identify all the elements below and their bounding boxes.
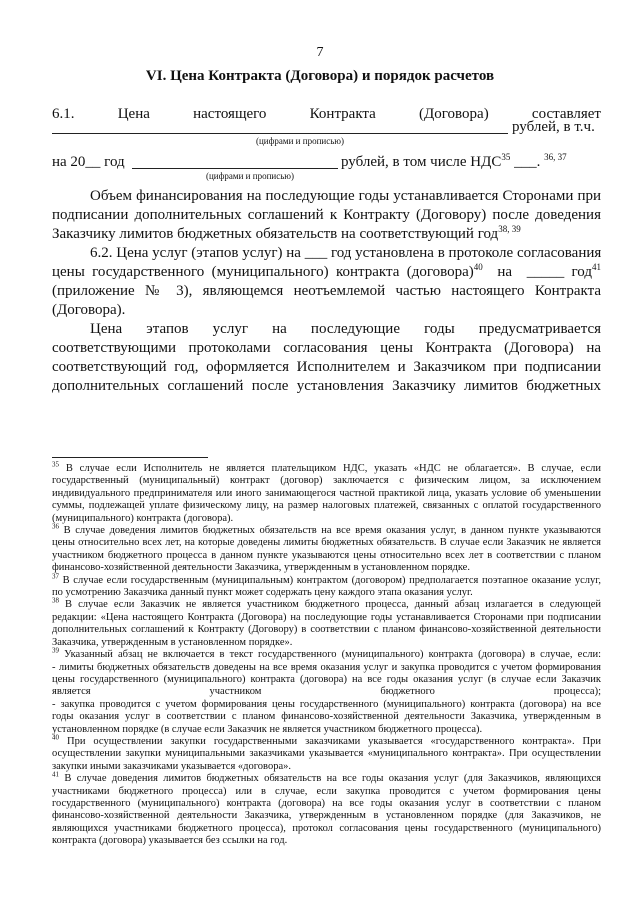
footnote-number: 41 bbox=[52, 770, 59, 779]
footnote-line: цены относительно всех лет, на которые доведены лимиты бюджетных обязательств. В случае если Заказчик не является bbox=[52, 537, 601, 549]
clause-6-1-word: (Договора) bbox=[419, 106, 489, 122]
section-title: VI. Цена Контракта (Договора) и порядок расчетов bbox=[145, 68, 495, 84]
footnote-number: 40 bbox=[52, 733, 59, 742]
footnote-line: Заказчика, утвержденным в установленном порядке». bbox=[52, 636, 293, 648]
footnote-number: 35 bbox=[52, 460, 59, 469]
footnote-line: участниками бюджетного процесса) или в случае, если закупка проводится с учетом формирования цены bbox=[52, 785, 601, 797]
footnote-37 bbox=[52, 572, 601, 600]
footnote-number: 36 bbox=[52, 522, 59, 531]
footnote-39 bbox=[52, 646, 601, 736]
footnote-line: - закупка проводится с учетом формирования цены государственного (муниципального) контракта (договора) на все bbox=[52, 698, 601, 710]
footnote-line: закупки иными заказчиками указывается «договора». bbox=[52, 760, 291, 772]
footnote-40 bbox=[52, 733, 601, 773]
clause-6-1-word: Контракта bbox=[309, 106, 376, 122]
footnote-35 bbox=[52, 460, 602, 525]
footnote-line: цены государственного (муниципального) контракта (договора) на все годы оказания услуг (в случае если Заказчик bbox=[52, 673, 601, 685]
footnote-line: дополнительных соглашений к Контракту (Договору) в соответствии с планом финансово-хозяйственной деятельности bbox=[52, 624, 601, 636]
footnote-line: финансово-хозяйственной деятельности Заказчика, утвержденным в установленном порядке. bbox=[52, 562, 470, 574]
footnote-line: являющихся участниками бюджетного процесса), протокол согласования цены государственного (муниципального) bbox=[52, 822, 601, 834]
footnote-number: 37 bbox=[52, 572, 59, 581]
year-label: на 20__ год bbox=[52, 154, 125, 170]
clause-6-2: 6.2. Цена услуг (этапов услуг) на ___ год установлена в протоколе согласования цены государственного (муниципального) контракта (договора)$^{40}$ на _____ год$^{41}$ (приложение № 3), являющемся неотъемлемой частью настоящего Контракта (Договора). bbox=[52, 245, 602, 318]
page-number: 7 bbox=[316, 45, 324, 60]
footnote-line: В случае доведения лимитов бюджетных обязательств на все годы оказания услуг (для Заказчиков, являющихся bbox=[64, 773, 601, 785]
footnote-line: контракта (договора) указывается без ссылки на год. bbox=[52, 835, 288, 847]
clause-6-1-rub: рублей, в т.ч. bbox=[512, 119, 595, 135]
footnote-line: является участником бюджетного процесса); bbox=[52, 686, 601, 698]
footnote-41 bbox=[52, 770, 601, 847]
footnote-number: 39 bbox=[52, 646, 59, 655]
footnote-line: финансово-хозяйственной деятельности Заказчика, утвержденным в установленном порядке (для Заказчиков, не bbox=[52, 810, 601, 822]
caption-digits-words-2: (цифрами и прописью) bbox=[205, 171, 295, 181]
vat-label: рублей, в том числе НДС$^{35}$ ___. $^{36, 37}$ bbox=[341, 152, 567, 170]
paragraph-stages: Цена этапов услуг на последующие годы предусматривается соответствующими протоколами согласования цены Контракта (Договора) на соответствующий год, оформляется Исполнителем и Заказчиком при подписании дополнительных соглашений после установления Заказчику лимитов бюджетных bbox=[52, 321, 601, 394]
footnote-line: государственного (муниципального) контракта (договора) на все годы оказания услуг в соответствии с планом bbox=[52, 797, 601, 809]
footnote-38 bbox=[52, 596, 601, 649]
paragraph-financing: Объем финансирования на последующие годы устанавливается Сторонами при подписании дополнительных соглашений к Контракту (Договору) после доведения Заказчику лимитов бюджетных обязательств на соответствующий год$^{38, 39}$ bbox=[52, 188, 601, 242]
footnote-line: редакции: «Цена настоящего Контракта (Договора) на последующие годы устанавливается Сторонами при подписании bbox=[52, 611, 601, 623]
footnote-line: (муниципального) контракта (договора). bbox=[52, 512, 234, 524]
footnote-line: годы оказания услуг в соответствии с планом финансово-хозяйственной деятельности Заказчика, утвержденным в bbox=[52, 711, 601, 723]
year-price-blank-line bbox=[132, 168, 338, 169]
footnote-line: В случае доведения лимитов бюджетных обязательств на все время оказания услуг, в данном пункте указываются bbox=[63, 525, 602, 537]
footnote-line: Указанный абзац не включается в текст государственного (муниципального) контракта (договора) в случае, если: bbox=[64, 649, 601, 661]
footnote-line: участником бюджетного процесса в данном пункте указываются цены относительно всех лет в соответствии с планом bbox=[52, 549, 601, 561]
footnote-line: индивидуального предпринимателя или иного занимающегося частной практикой лица, указать условие об уменьшении bbox=[52, 487, 601, 499]
footnote-number: 38 bbox=[52, 596, 59, 605]
clause-6-1-word: настоящего bbox=[193, 106, 267, 122]
footnote-36 bbox=[52, 522, 602, 575]
caption-digits-words-1: (цифрами и прописью) bbox=[255, 136, 345, 146]
price-blank-line bbox=[52, 133, 508, 134]
footnote-line: В случае если государственным (муниципальным) контрактом (договором) предполагается поэтапное оказание услуг, bbox=[62, 574, 601, 586]
clause-6-1-word: Цена bbox=[117, 106, 150, 122]
footnote-line: по усмотрению Заказчика данный пункт может содержать цену каждого этапа оказания услуг. bbox=[52, 587, 473, 599]
clause-6-1-word: 6.1. bbox=[52, 106, 75, 122]
footnote-line: В случае если Исполнитель не является плательщиком НДС, указать «НДС не облагается». В случае, если bbox=[65, 463, 602, 474]
footnote-line: суммы, подлежащей уплате физическому лицу, на размер налоговых платежей, связанных с оплатой государственного bbox=[52, 500, 601, 512]
footnote-line: - лимиты бюджетных обязательств доведены на все время оказания услуг и закупка проводится с учетом формирования bbox=[52, 661, 601, 673]
footnote-line: В случае если Заказчик не является участником бюджетного процесса, данный абзац излагается в следующей bbox=[65, 599, 601, 611]
footnotes bbox=[52, 460, 602, 848]
footnote-line: государственный (муниципальный) контракт (договор) заключается с физическим лицом, за исключением bbox=[52, 475, 601, 487]
footnote-separator bbox=[52, 457, 208, 458]
footnote-line: При осуществлении закупки государственными заказчиками указывается «государственного контракта». При bbox=[66, 735, 601, 747]
footnote-line: осуществлении закупки муниципальными заказчиками указывается «муниципального контракта». При осуществлении bbox=[52, 748, 601, 760]
footnote-line: установленном порядке (в случае если Заказчик не является участником бюджетного процесса). bbox=[52, 723, 483, 735]
clause-6-1-word: составляет bbox=[531, 106, 601, 122]
